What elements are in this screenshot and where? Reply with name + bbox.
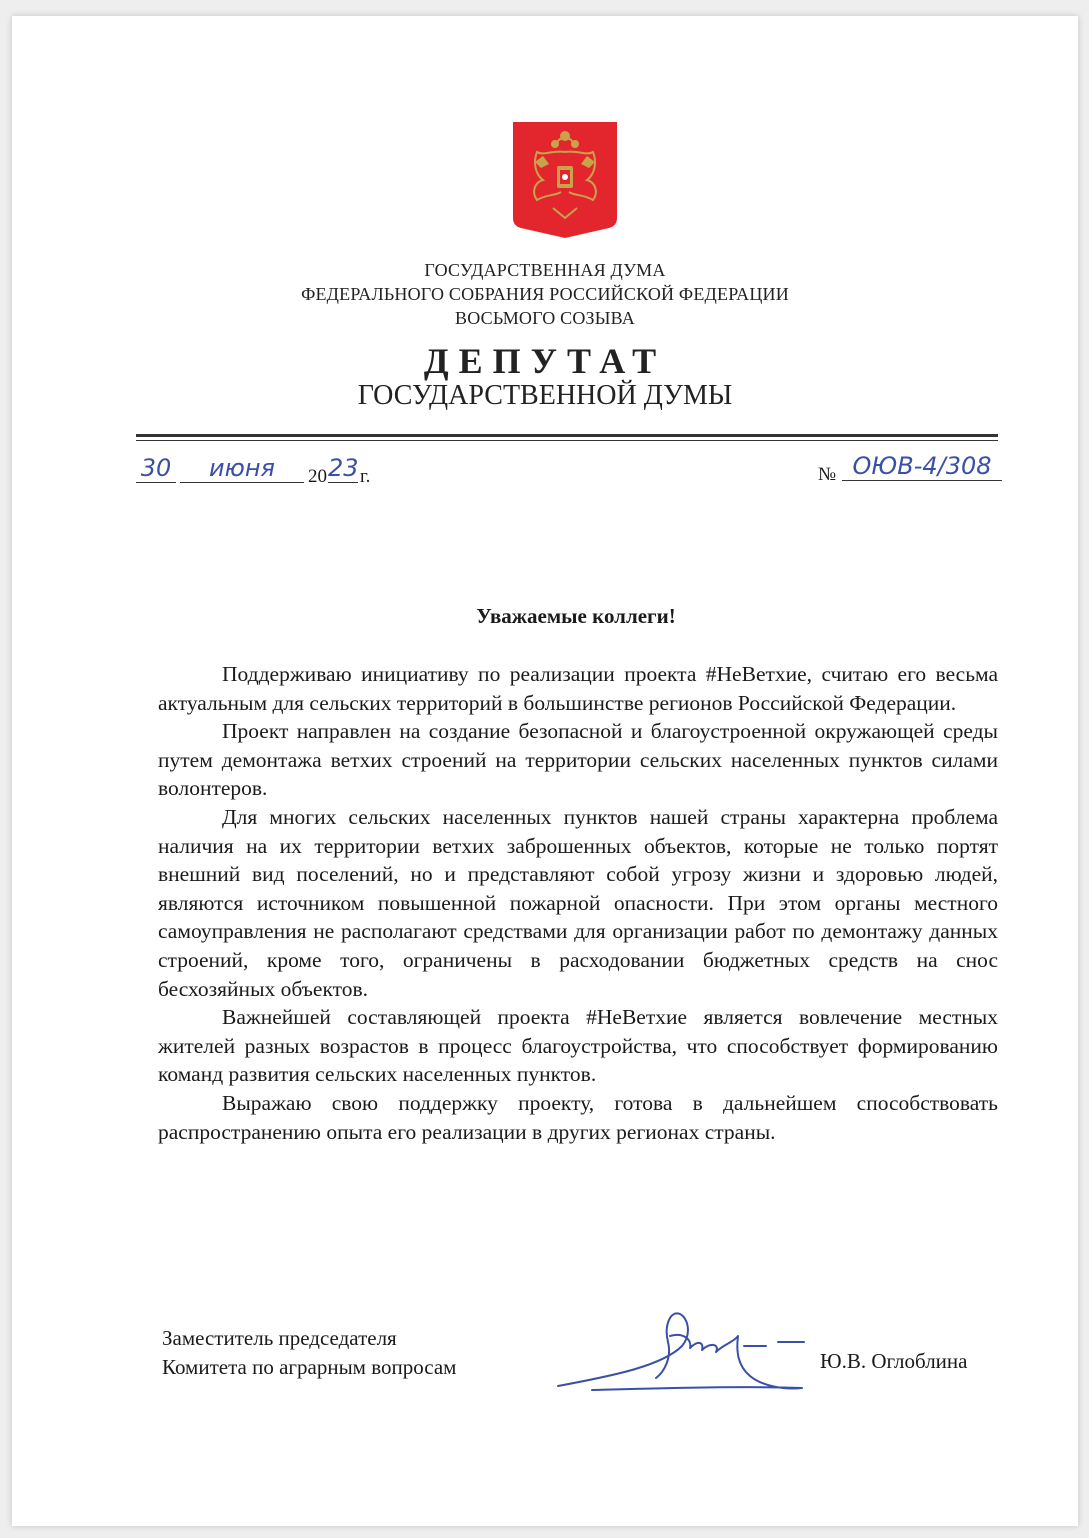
paragraph: Важнейшей составляющей проекта #НеВетхие является вовлечение местных жителей разных возрастов в процесс благоустройства, что способствует формированию команд развития сельских населенных пунктов. bbox=[158, 1005, 998, 1087]
document-number: ОЮВ-4/308 bbox=[842, 452, 1002, 481]
org-line-2: ФЕДЕРАЛЬНОГО СОБРАНИЯ РОССИЙСКОЙ ФЕДЕРАЦИИ bbox=[301, 284, 789, 304]
org-line-3: ВОСЬМОГО СОЗЫВА bbox=[455, 308, 635, 328]
number-sign: № bbox=[818, 464, 837, 485]
handwritten-signature bbox=[552, 1306, 822, 1396]
date-day: 30 bbox=[136, 454, 176, 483]
header-divider-thin bbox=[136, 440, 998, 441]
letter-body bbox=[158, 660, 998, 1146]
org-line-1: ГОСУДАРСТВЕННАЯ ДУМА bbox=[424, 260, 666, 280]
date-month: июня bbox=[180, 454, 304, 483]
paragraph: Для многих сельских населенных пунктов нашей страны характерна проблема наличия на их территории ветхих заброшенных объектов, которые не только портят внешний вид поселений, но и представляют собой угрозу жизни и здоровью людей, являются источником повышенной пожарной опасности. При этом органы местного самоуправления не располагают средствами для организации работ по демонтажу данных строений, кроме того, ограничены в расходовании бюджетных средств на снос бесхозяйных объектов. bbox=[158, 804, 998, 1001]
signer-position-line-1: Заместитель председателя bbox=[162, 1326, 397, 1350]
signer-position-line-2: Комитета по аграрным вопросам bbox=[162, 1355, 457, 1379]
signer-name: Ю.В. Оглоблина bbox=[820, 1349, 968, 1373]
letterhead-title: ДЕПУТАТ bbox=[423, 341, 667, 381]
paragraph: Проект направлен на создание безопасной и благоустроенной окружающей среды путем демонтажа ветхих строений на территории сельских населенных пунктов силами волонтеров. bbox=[158, 719, 998, 801]
greeting: Уважаемые коллеги! bbox=[476, 604, 676, 628]
paragraph: Выражаю свою поддержку проекту, готова в дальнейшем способствовать распространению опыта его реализации в других регионах страны. bbox=[158, 1090, 998, 1144]
letterhead-subtitle: ГОСУДАРСТВЕННОЙ ДУМЫ bbox=[357, 380, 733, 411]
date-year-prefix: 20 bbox=[308, 466, 327, 487]
date-unit: г. bbox=[360, 466, 371, 487]
paragraph: Поддерживаю инициативу по реализации проекта #НеВетхие, считаю его весьма актуальным для сельских территорий в большинстве регионов Российской Федерации. bbox=[158, 662, 998, 715]
signer-position bbox=[162, 1324, 456, 1382]
date-year-suffix: 23 bbox=[328, 454, 359, 482]
document-page bbox=[12, 16, 1078, 1526]
coat-of-arms-icon bbox=[513, 122, 617, 238]
header-divider-thick bbox=[136, 434, 998, 437]
